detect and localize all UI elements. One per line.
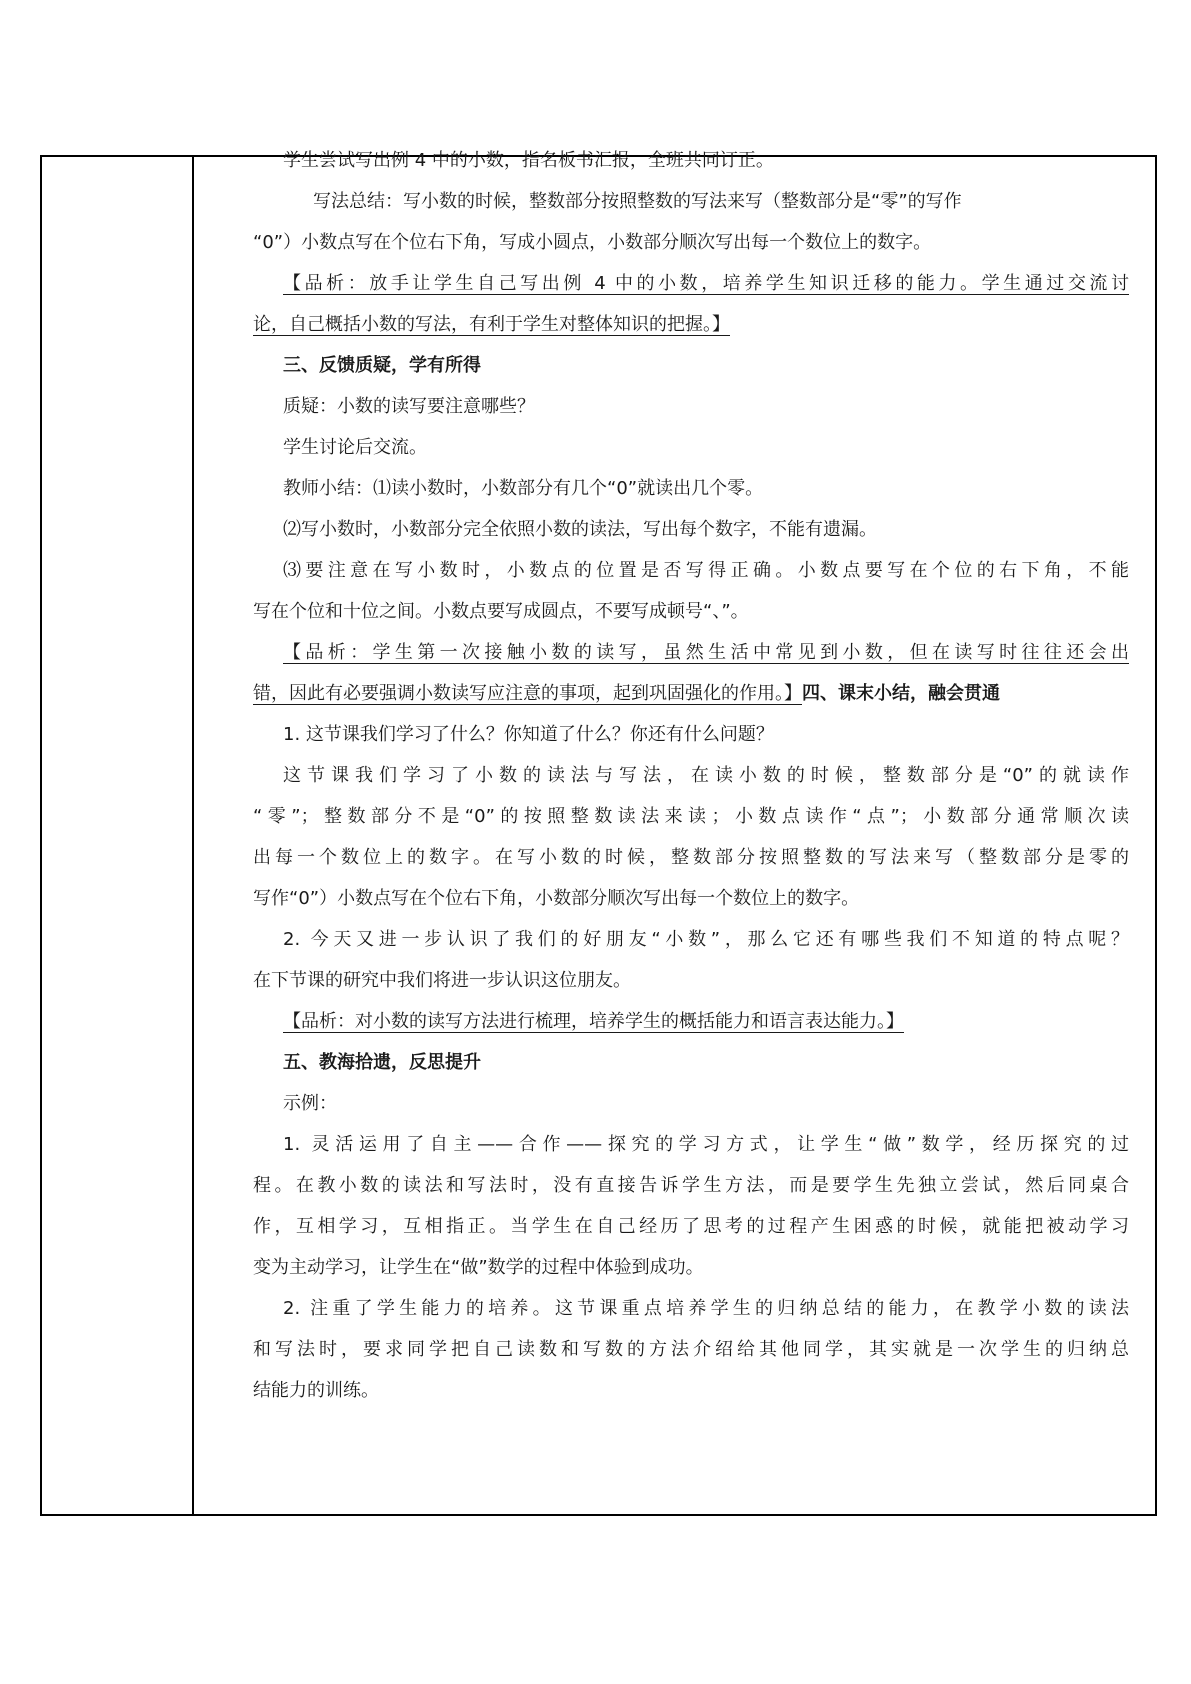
paragraph-line: 教师小结：⑴读小数时，小数部分有几个“0”就读出几个零。	[283, 478, 764, 499]
analysis-note: 【品析：放手让学生自己写出例 4 中的小数，培养学生知识迁移的能力。学生通过交流讨	[283, 273, 1129, 294]
content-cell	[195, 150, 1155, 1514]
paragraph-line: “零”；整数部分不是“0”的按照整数读法来读；小数点读作“点”；小数部分通常顺次读	[253, 806, 1129, 827]
paragraph-line: 写作“0”）小数点写在个位右下角，小数部分顺次写出每一个数位上的数字。	[253, 888, 860, 909]
paragraph-line: 出每一个数位上的数字。在写小数的时候，整数部分按照整数的写法来写（整数部分是零的	[253, 847, 1129, 868]
paragraph-line: 变为主动学习，让学生在“做”数学的过程中体验到成功。	[253, 1257, 704, 1278]
analysis-note: 【品析：对小数的读写方法进行梳理，培养学生的概括能力和语言表达能力。】	[283, 1011, 904, 1032]
paragraph-line: ⑵写小数时，小数部分完全依照小数的读法，写出每个数字，不能有遗漏。	[283, 519, 877, 540]
paragraph-line: 程。在教小数的读法和写法时，没有直接告诉学生方法，而是要学生先独立尝试，然后同桌合	[253, 1175, 1129, 1196]
analysis-note: 【品析：学生第一次接触小数的读写，虽然生活中常见到小数，但在读写时往往还会出	[283, 642, 1129, 663]
paragraph-line: 这节课我们学习了小数的读法与写法，在读小数的时候，整数部分是“0”的就读作	[283, 765, 1129, 786]
paragraph-line: 示例：	[283, 1093, 337, 1114]
section-heading: 五、教海拾遗，反思提升	[283, 1052, 481, 1073]
paragraph-line: 写法总结：写小数的时候，整数部分按照整数的写法来写（整数部分是“零”的写作	[313, 191, 962, 212]
paragraph-line: 和写法时，要求同学把自己读数和写数的方法介绍给其他同学，其实就是一次学生的归纳总	[253, 1339, 1129, 1360]
analysis-note: 论，自己概括小数的写法，有利于学生对整体知识的把握。】	[253, 314, 730, 335]
paragraph-line: 学生讨论后交流。	[283, 437, 427, 458]
mixed-line	[253, 681, 1000, 707]
paragraph-line: 1. 灵活运用了自主——合作——探究的学习方式，让学生“做”数学，经历探究的过	[283, 1134, 1129, 1155]
lesson-table	[40, 150, 1157, 1516]
section-heading: 四、课末小结，融会贯通	[802, 683, 1000, 704]
paragraph-line: ⑶要注意在写小数时，小数点的位置是否写得正确。小数点要写在个位的右下角，不能	[283, 560, 1129, 581]
paragraph-line: 2. 注重了学生能力的培养。这节课重点培养学生的归纳总结的能力，在教学小数的读法	[283, 1298, 1129, 1319]
paragraph-line: 在下节课的研究中我们将进一步认识这位朋友。	[253, 970, 631, 991]
section-heading: 三、反馈质疑，学有所得	[283, 355, 481, 376]
analysis-note: 错，因此有必要强调小数读写应注意的事项，起到巩固强化的作用。】	[253, 683, 802, 704]
paragraph-line: 1. 这节课我们学习了什么？你知道了什么？你还有什么问题？	[283, 724, 774, 745]
paragraph-line: 写在个位和十位之间。小数点要写成圆点，不要写成顿号“、”。	[253, 601, 749, 622]
paragraph-line: 质疑：小数的读写要注意哪些？	[283, 396, 535, 417]
paragraph-line: “0”）小数点写在个位右下角，写成小圆点，小数部分顺次写出每一个数位上的数字。	[253, 232, 932, 253]
paragraph-line: 结能力的训练。	[253, 1380, 379, 1401]
paragraph-line: 学生尝试写出例 4 中的小数，指名板书汇报，全班共同订正。	[283, 150, 774, 171]
paragraph-line: 2. 今天又进一步认识了我们的好朋友“小数”，那么它还有哪些我们不知道的特点呢？	[283, 929, 1129, 950]
paragraph-line: 作，互相学习，互相指正。当学生在自己经历了思考的过程产生困惑的时候，就能把被动学习	[253, 1216, 1129, 1237]
column-divider	[192, 157, 194, 1514]
